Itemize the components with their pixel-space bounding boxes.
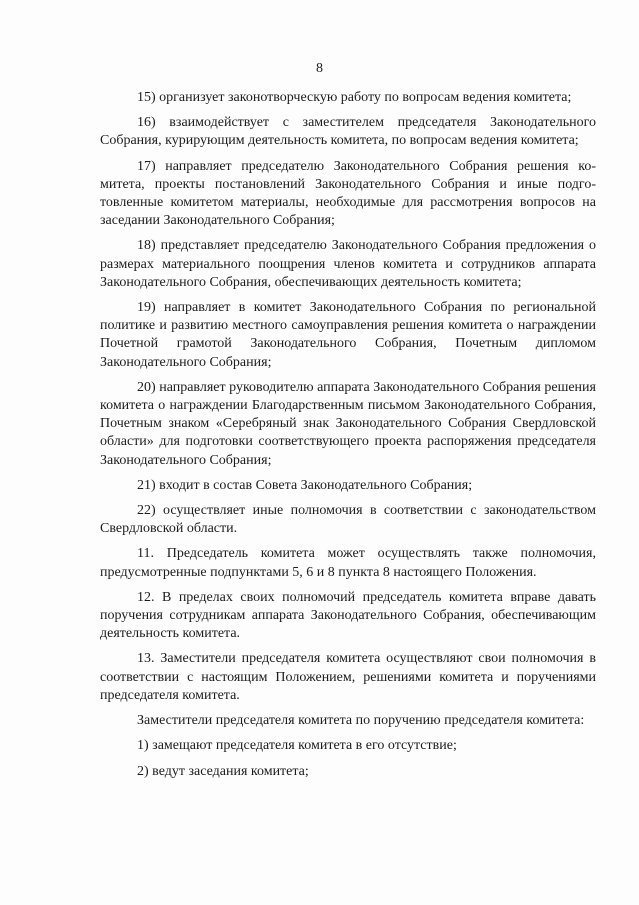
paragraph-19: 19) направляет в комитет Законодательного Собрания по региональной политике и развитию местного самоуправления решения комитета о награждении Почетной грамотой Законодательного Собрания, Почетным дипломом Законодательного Собрания; [100, 300, 596, 370]
section-12: 12. В пределах своих полномочий председатель комитета вправе давать поручения сотрудникам аппарата Законодательного Собрания, обеспечивающим деятельность комитета. [100, 589, 596, 642]
deputies-item-2: 2) ведут заседания комитета; [137, 763, 309, 779]
paragraph-18: 18) представляет председателю Законодательного Собрания предложения о размерах материального поощрения членов комитета и сотрудников аппарата Законодательного Собрания, обеспечивающих деятельность комитета; [100, 238, 596, 290]
paragraph-16: 16) взаимодействует с заместителем председателя Законодательного Собрания, курирующим деятельность комитета, по вопросам ведения комитета; [100, 115, 596, 149]
deputies-item-1: 1) замещают председателя комитета в его отсутствие; [137, 738, 457, 754]
paragraph-21: 21) входит в состав Совета Законодательного Собрания; [137, 477, 473, 493]
paragraph-22: 22) осуществляет иные полномочия в соответствии с законодательством Свердловской области. [100, 503, 596, 537]
paragraph-15: 15) организует законотворческую работу по вопросам ведения комитета; [137, 90, 572, 105]
paragraph-17: 17) направляет председателю Законодательного Собрания решения комитета, проекты постановлений Законодательного Собрания и иные подготовленные комитетом материалы, необходимые для рассмотрения вопросов на заседании Законодательного Собрания; [100, 158, 596, 229]
section-13: 13. Заместители председателя комитета осуществляют свои полномочия в соответствии с настоящим Положением, решениями комитета и поручениями председателя комитета. [100, 651, 596, 703]
document-body [100, 89, 596, 788]
paragraph-20: 20) направляет руководителю аппарата Законодательного Собрания решения комитета о награждении Благодарственным письмом Законодательного Собрания, Почетным знаком «Серебряный знак Законодательного Собрания Свердловской области» для подготовки соответствующего проекта распоряжения председателя Законодательного Собрания; [100, 379, 596, 468]
deputies-intro: Заместители председателя комитета по поручению председателя комитета: [137, 713, 585, 729]
page-number: 8 [316, 61, 323, 76]
section-11: 11. Председатель комитета может осуществлять также полномочия, предусмотренные подпунктами 5, 6 и 8 пункта 8 настоящего Положения. [100, 546, 596, 580]
